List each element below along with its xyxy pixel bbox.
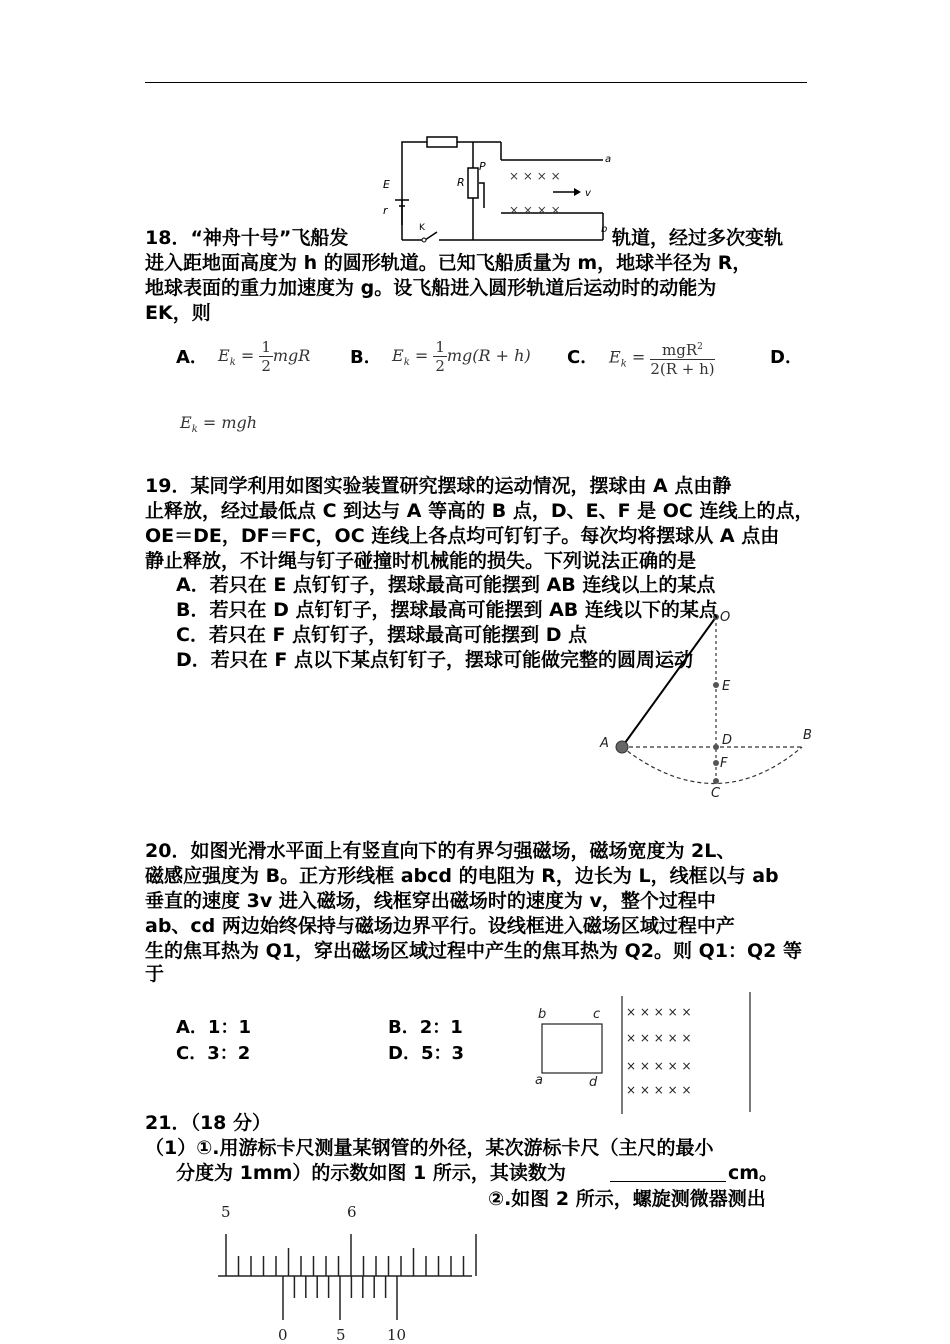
- svg-text:× × × ×: × × × ×: [509, 203, 561, 217]
- q20-cross-row-4: × × × × ×: [626, 1083, 692, 1097]
- caliper-main-label-5: 5: [221, 1203, 231, 1221]
- q18-label-E: E: [383, 178, 390, 191]
- q19-label-O: O: [720, 610, 731, 625]
- q19-pendulum-figure: [590, 605, 820, 805]
- q18-option-c-label[interactable]: C．: [567, 347, 599, 368]
- q20-line-1: 20．如图光滑水平面上有竖直向下的有界匀强磁场，磁场宽度为 2L、: [145, 840, 736, 862]
- q19-label-D: D: [722, 733, 733, 748]
- q18-option-a-label[interactable]: A．: [176, 347, 208, 368]
- q20-option-c[interactable]: C．3：2: [176, 1043, 251, 1064]
- q18-label-K: K: [419, 223, 425, 233]
- q20-label-a: a: [535, 1073, 543, 1088]
- q21-part1-line2: 分度为 1mm）的示数如图 1 所示，其读数为: [176, 1162, 566, 1184]
- q19-option-d[interactable]: D．若只在 F 点以下某点钉钉子，摆球可能做完整的圆周运动: [176, 649, 693, 671]
- q20-line-2: 磁感应强度为 B。正方形线框 abcd 的电阻为 R，边长为 L，线框以与 ab: [145, 865, 779, 887]
- q18-label-v: v: [585, 188, 591, 199]
- q18-line-1b: 轨道，经过多次变轨: [612, 227, 784, 249]
- q19-line-3: OE＝DE，DF＝FC，OC 连线上各点均可钉钉子。每次均将摆球从 A 点由: [145, 525, 780, 547]
- q19-option-c[interactable]: C．若只在 F 点钉钉子，摆球最高可能摆到 D 点: [176, 624, 588, 646]
- q18-label-a: a: [605, 154, 612, 165]
- q21-vernier-caliper-figure: [210, 1198, 490, 1344]
- svg-text:× × × ×: × × × ×: [509, 169, 561, 183]
- q21-header: 21．（18 分）: [145, 1112, 271, 1134]
- q19-label-C: C: [711, 786, 721, 801]
- caliper-main-label-6: 6: [347, 1203, 357, 1221]
- q19-line-4: 静止释放，不计绳与钉子碰撞时机械能的损失。下列说法正确的是: [145, 550, 697, 572]
- q19-label-F: F: [720, 756, 728, 771]
- q20-cross-row-3: × × × × ×: [626, 1059, 692, 1073]
- q20-cross-row-2: × × × × ×: [626, 1031, 692, 1045]
- q19-line-2: 止释放，经过最低点 C 到达与 A 等高的 B 点，D、E、F 是 OC 连线上的点，: [145, 500, 814, 522]
- q20-option-b[interactable]: B．2：1: [388, 1017, 463, 1038]
- q19-option-b[interactable]: B．若只在 D 点钉钉子，摆球最高可能摆到 AB 连线以下的某点: [176, 599, 718, 621]
- q18-option-a-formula: $E_k$ = $\frac{1}{2}$ mgR: [218, 338, 311, 375]
- q19-label-E: E: [722, 679, 731, 694]
- q20-option-d[interactable]: D．5：3: [388, 1043, 464, 1064]
- q18-option-c-formula: $E_k$ = $\frac{mgR^2}{2(R + h)}$: [609, 338, 715, 378]
- q18-option-d-formula: $E_k$ = mgh: [180, 413, 258, 436]
- q19-label-A: A: [600, 736, 609, 751]
- q18-option-d-label[interactable]: D．: [770, 347, 803, 368]
- q18-label-P: P: [479, 160, 486, 173]
- q19-label-B: B: [803, 728, 812, 743]
- q18-line-4: EK，则: [145, 302, 211, 324]
- q18-line-3: 地球表面的重力加速度为 g。设飞船进入圆形轨道后运动时的动能为: [145, 277, 717, 299]
- caliper-vernier-label-5: 5: [336, 1326, 346, 1344]
- q21-part1-line1: （1）①.用游标卡尺测量某钢管的外径，某次游标卡尺（主尺的最小: [145, 1137, 714, 1159]
- q20-cross-row-1: × × × × ×: [626, 1005, 692, 1019]
- q18-label-r: r: [383, 204, 388, 217]
- caliper-vernier-label-10: 10: [387, 1326, 407, 1344]
- q18-label-b: b: [601, 224, 608, 235]
- q19-line-1: 19．某同学利用如图实验装置研究摆球的运动情况，摆球由 A 点由静: [145, 475, 732, 497]
- q18-line-1a: 18．“神舟十号”飞船发: [145, 227, 349, 249]
- q20-line-3: 垂直的速度 3v 进入磁场，线框穿出磁场时的速度为 v，整个过程中: [145, 890, 716, 912]
- q20-label-d: d: [589, 1075, 598, 1090]
- q21-answer-blank[interactable]: [610, 1181, 726, 1182]
- q20-line-4: ab、cd 两边始终保持与磁场边界平行。设线框进入磁场区域过程中产: [145, 915, 735, 937]
- q18-option-b-formula: $E_k$ = $\frac{1}{2}$ mg(R + h): [392, 338, 531, 375]
- q20-label-b: b: [538, 1007, 547, 1022]
- q19-option-a[interactable]: A．若只在 E 点钉钉子，摆球最高可能摆到 AB 连线以上的某点: [176, 574, 716, 596]
- q20-option-a[interactable]: A．1：1: [176, 1017, 251, 1038]
- q20-label-c: c: [593, 1007, 601, 1022]
- q18-circuit-figure: [375, 130, 615, 250]
- q18-line-2: 进入距地面高度为 h 的圆形轨道。已知飞船质量为 m，地球半径为 R，: [145, 252, 752, 274]
- q20-magnetic-field-figure: [530, 988, 760, 1118]
- q20-line-5: 生的焦耳热为 Q1，穿出磁场区域过程中产生的焦耳热为 Q2。则 Q1：Q2 等: [145, 940, 802, 962]
- q21-part2: ②.如图 2 所示，螺旋测微器测出: [488, 1188, 766, 1210]
- q20-line-6: 于: [145, 963, 165, 985]
- q18-option-b-label[interactable]: B．: [350, 347, 382, 368]
- q18-label-R: R: [457, 176, 465, 189]
- header-rule: [145, 82, 807, 83]
- caliper-vernier-label-0: 0: [278, 1326, 288, 1344]
- q21-part1-unit: cm。: [728, 1162, 779, 1184]
